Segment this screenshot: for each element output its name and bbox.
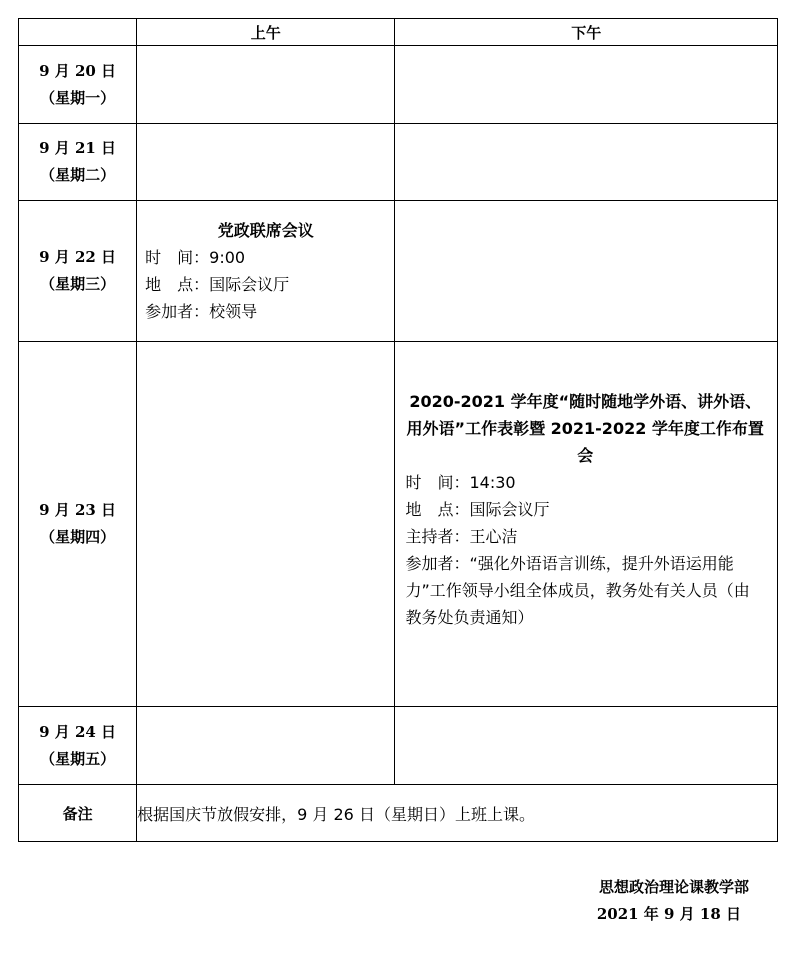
issue-date: 2021 年 9 月 18 日: [596, 905, 741, 923]
event-host: 主持者：王心洁: [405, 527, 518, 546]
afternoon-cell: [395, 201, 778, 342]
event-attendees: 参加者：“强化外语语言训练，提升外语运用能力”工作领导小组全体成员，教务处有关人员（由教务处负责通知）: [405, 554, 750, 627]
table-row: [19, 201, 778, 342]
weekday-label: （星期二）: [40, 166, 116, 184]
afternoon-cell: [395, 707, 778, 785]
morning-cell: [137, 707, 395, 785]
event-place: 地 点：国际会议厅: [405, 500, 550, 519]
department-signature: 思想政治理论课教学部: [598, 878, 749, 896]
event-time: 时 间：9:00: [145, 248, 246, 267]
morning-cell: [137, 342, 395, 707]
afternoon-cell: [395, 124, 778, 201]
date-cell: [19, 46, 137, 124]
header-row: [19, 19, 778, 46]
corner-cell: [19, 19, 137, 46]
remark-row: [19, 785, 778, 842]
weekday-label: （星期五）: [40, 749, 116, 768]
morning-cell: [137, 124, 395, 201]
date-label: 9 月 21 日: [39, 139, 117, 157]
event-title: 党政联席会议: [217, 221, 314, 240]
morning-cell: [137, 46, 395, 124]
table-row: [19, 46, 778, 124]
date-label: 9 月 20 日: [39, 61, 117, 80]
date-cell: [19, 201, 137, 342]
date-label: 9 月 24 日: [39, 722, 117, 741]
table-row: [19, 342, 778, 707]
remark-text: 根据国庆节放假安排，9 月 26 日（星期日）上班上课。: [137, 785, 778, 842]
afternoon-cell: [395, 46, 778, 124]
header-afternoon: 下午: [395, 19, 778, 46]
weekday-label: （星期一）: [40, 88, 116, 107]
date-cell: [19, 124, 137, 201]
afternoon-cell: [395, 342, 778, 707]
remark-label: 备注: [19, 785, 137, 842]
morning-cell: [137, 201, 395, 342]
date-cell: [19, 707, 137, 785]
header-morning: 上午: [137, 19, 395, 46]
event-place: 地 点：国际会议厅: [145, 275, 290, 294]
date-label: 9 月 23 日: [39, 501, 117, 519]
weekday-label: （星期四）: [40, 528, 116, 546]
date-label: 9 月 22 日: [39, 248, 117, 266]
meeting-event: [137, 217, 394, 325]
event-title: 2020-2021 学年度“随时随地学外语、讲外语、用外语”工作表彰暨 2021-2022 学年度工作布置会: [406, 392, 764, 465]
meeting-event: [395, 342, 777, 631]
event-attendees: 参加者：校领导: [145, 302, 258, 321]
event-time: 时 间：14:30: [405, 473, 516, 492]
date-cell: [19, 342, 137, 707]
table-row: [19, 707, 778, 785]
schedule-table: [18, 18, 778, 842]
weekday-label: （星期三）: [40, 275, 116, 293]
table-row: [19, 124, 778, 201]
